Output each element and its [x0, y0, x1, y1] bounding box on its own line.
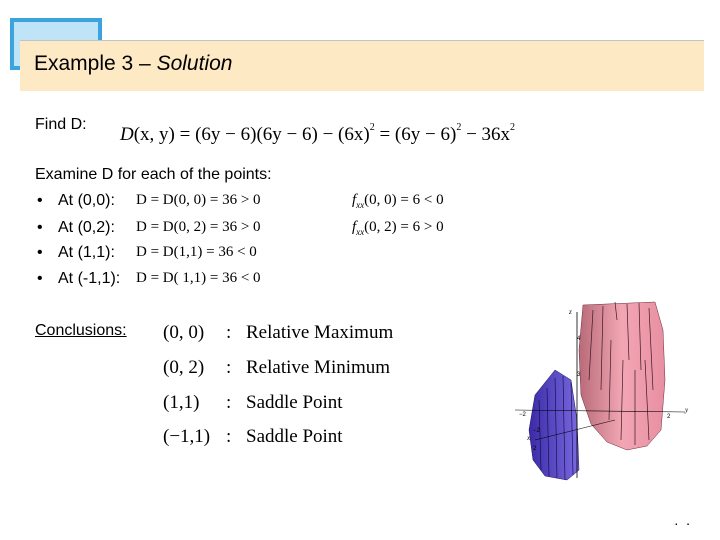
conclusion-point-1: (0, 2) [163, 357, 205, 378]
d-formula-exp3: 2 [510, 122, 516, 133]
bullet: • [37, 219, 43, 236]
fxx-f-0: f [352, 192, 357, 208]
point-label-0: At (0,0): [58, 192, 115, 209]
bullet: • [37, 192, 43, 209]
conclusion-result-0: Relative Maximum [246, 322, 394, 343]
slide-title-main: Example 3 – [34, 52, 157, 75]
bullet: • [37, 244, 43, 261]
fxx-rest-0: (0, 0) = 6 < 0 [364, 192, 444, 208]
tick-label: 2 [533, 446, 537, 452]
d-formula-exp2: 2 [456, 122, 462, 133]
point-label-1: At (0,2): [58, 219, 115, 236]
footer-dots: . . [674, 512, 692, 528]
point-label-2: At (1,1): [58, 244, 115, 261]
tick-label: 3 [577, 372, 581, 378]
conclusion-result-1: Relative Minimum [246, 357, 391, 378]
d-value-3: D = D( 1,1) = 36 < 0 [136, 270, 261, 286]
d-formula-part3: = (6y − 6) [374, 124, 457, 145]
d-formula-exp1: 2 [369, 122, 375, 133]
x-axis-label: x [527, 434, 531, 442]
conclusion-sep-3: : [226, 426, 232, 447]
conclusion-point-3: (−1,1) [163, 426, 211, 447]
bullet: • [37, 270, 43, 287]
y-axis-label: y [685, 406, 689, 414]
fxx-value-1 [352, 219, 444, 237]
tick-label: 2 [667, 414, 671, 420]
slide-title [34, 52, 232, 76]
examine-heading: Examine D for each of the points: [35, 166, 272, 183]
conclusion-result-3: Saddle Point [246, 426, 343, 447]
conclusions-label: Conclusions: [35, 322, 127, 339]
conclusion-point-0: (0, 0) [163, 322, 205, 343]
d-formula-part2: (x, y) = (6y − 6)(6y − 6) − (6x) [133, 124, 370, 145]
d-formula-part1: D [120, 124, 134, 145]
fxx-rest-1: (0, 2) = 6 > 0 [364, 219, 444, 235]
tick-label: −2 [533, 428, 540, 434]
find-d-label: Find D: [35, 116, 87, 133]
slide-title-italic: Solution [156, 52, 233, 75]
d-formula [120, 122, 515, 146]
d-value-0: D = D(0, 0) = 36 > 0 [136, 192, 261, 208]
blue-surface [529, 370, 579, 480]
d-value-1: D = D(0, 2) = 36 > 0 [136, 219, 261, 235]
fxx-value-0 [352, 192, 444, 210]
fxx-sub-0: xx [356, 200, 365, 210]
fxx-f-1: f [352, 219, 357, 235]
point-label-3: At (-1,1): [58, 270, 121, 287]
d-formula-part4: − 36x [461, 124, 511, 145]
conclusion-result-2: Saddle Point [246, 392, 343, 413]
conclusion-point-2: (1,1) [163, 392, 200, 413]
conclusion-sep-0: : [226, 322, 232, 343]
tick-label: −2 [519, 412, 526, 418]
d-value-2: D = D(1,1) = 36 < 0 [136, 244, 257, 260]
fxx-sub-1: xx [356, 227, 365, 237]
z-axis-label: z [569, 308, 572, 316]
surface-plot [515, 300, 705, 485]
conclusion-sep-1: : [226, 357, 232, 378]
tick-label: 4 [577, 336, 581, 342]
conclusion-sep-2: : [226, 392, 232, 413]
